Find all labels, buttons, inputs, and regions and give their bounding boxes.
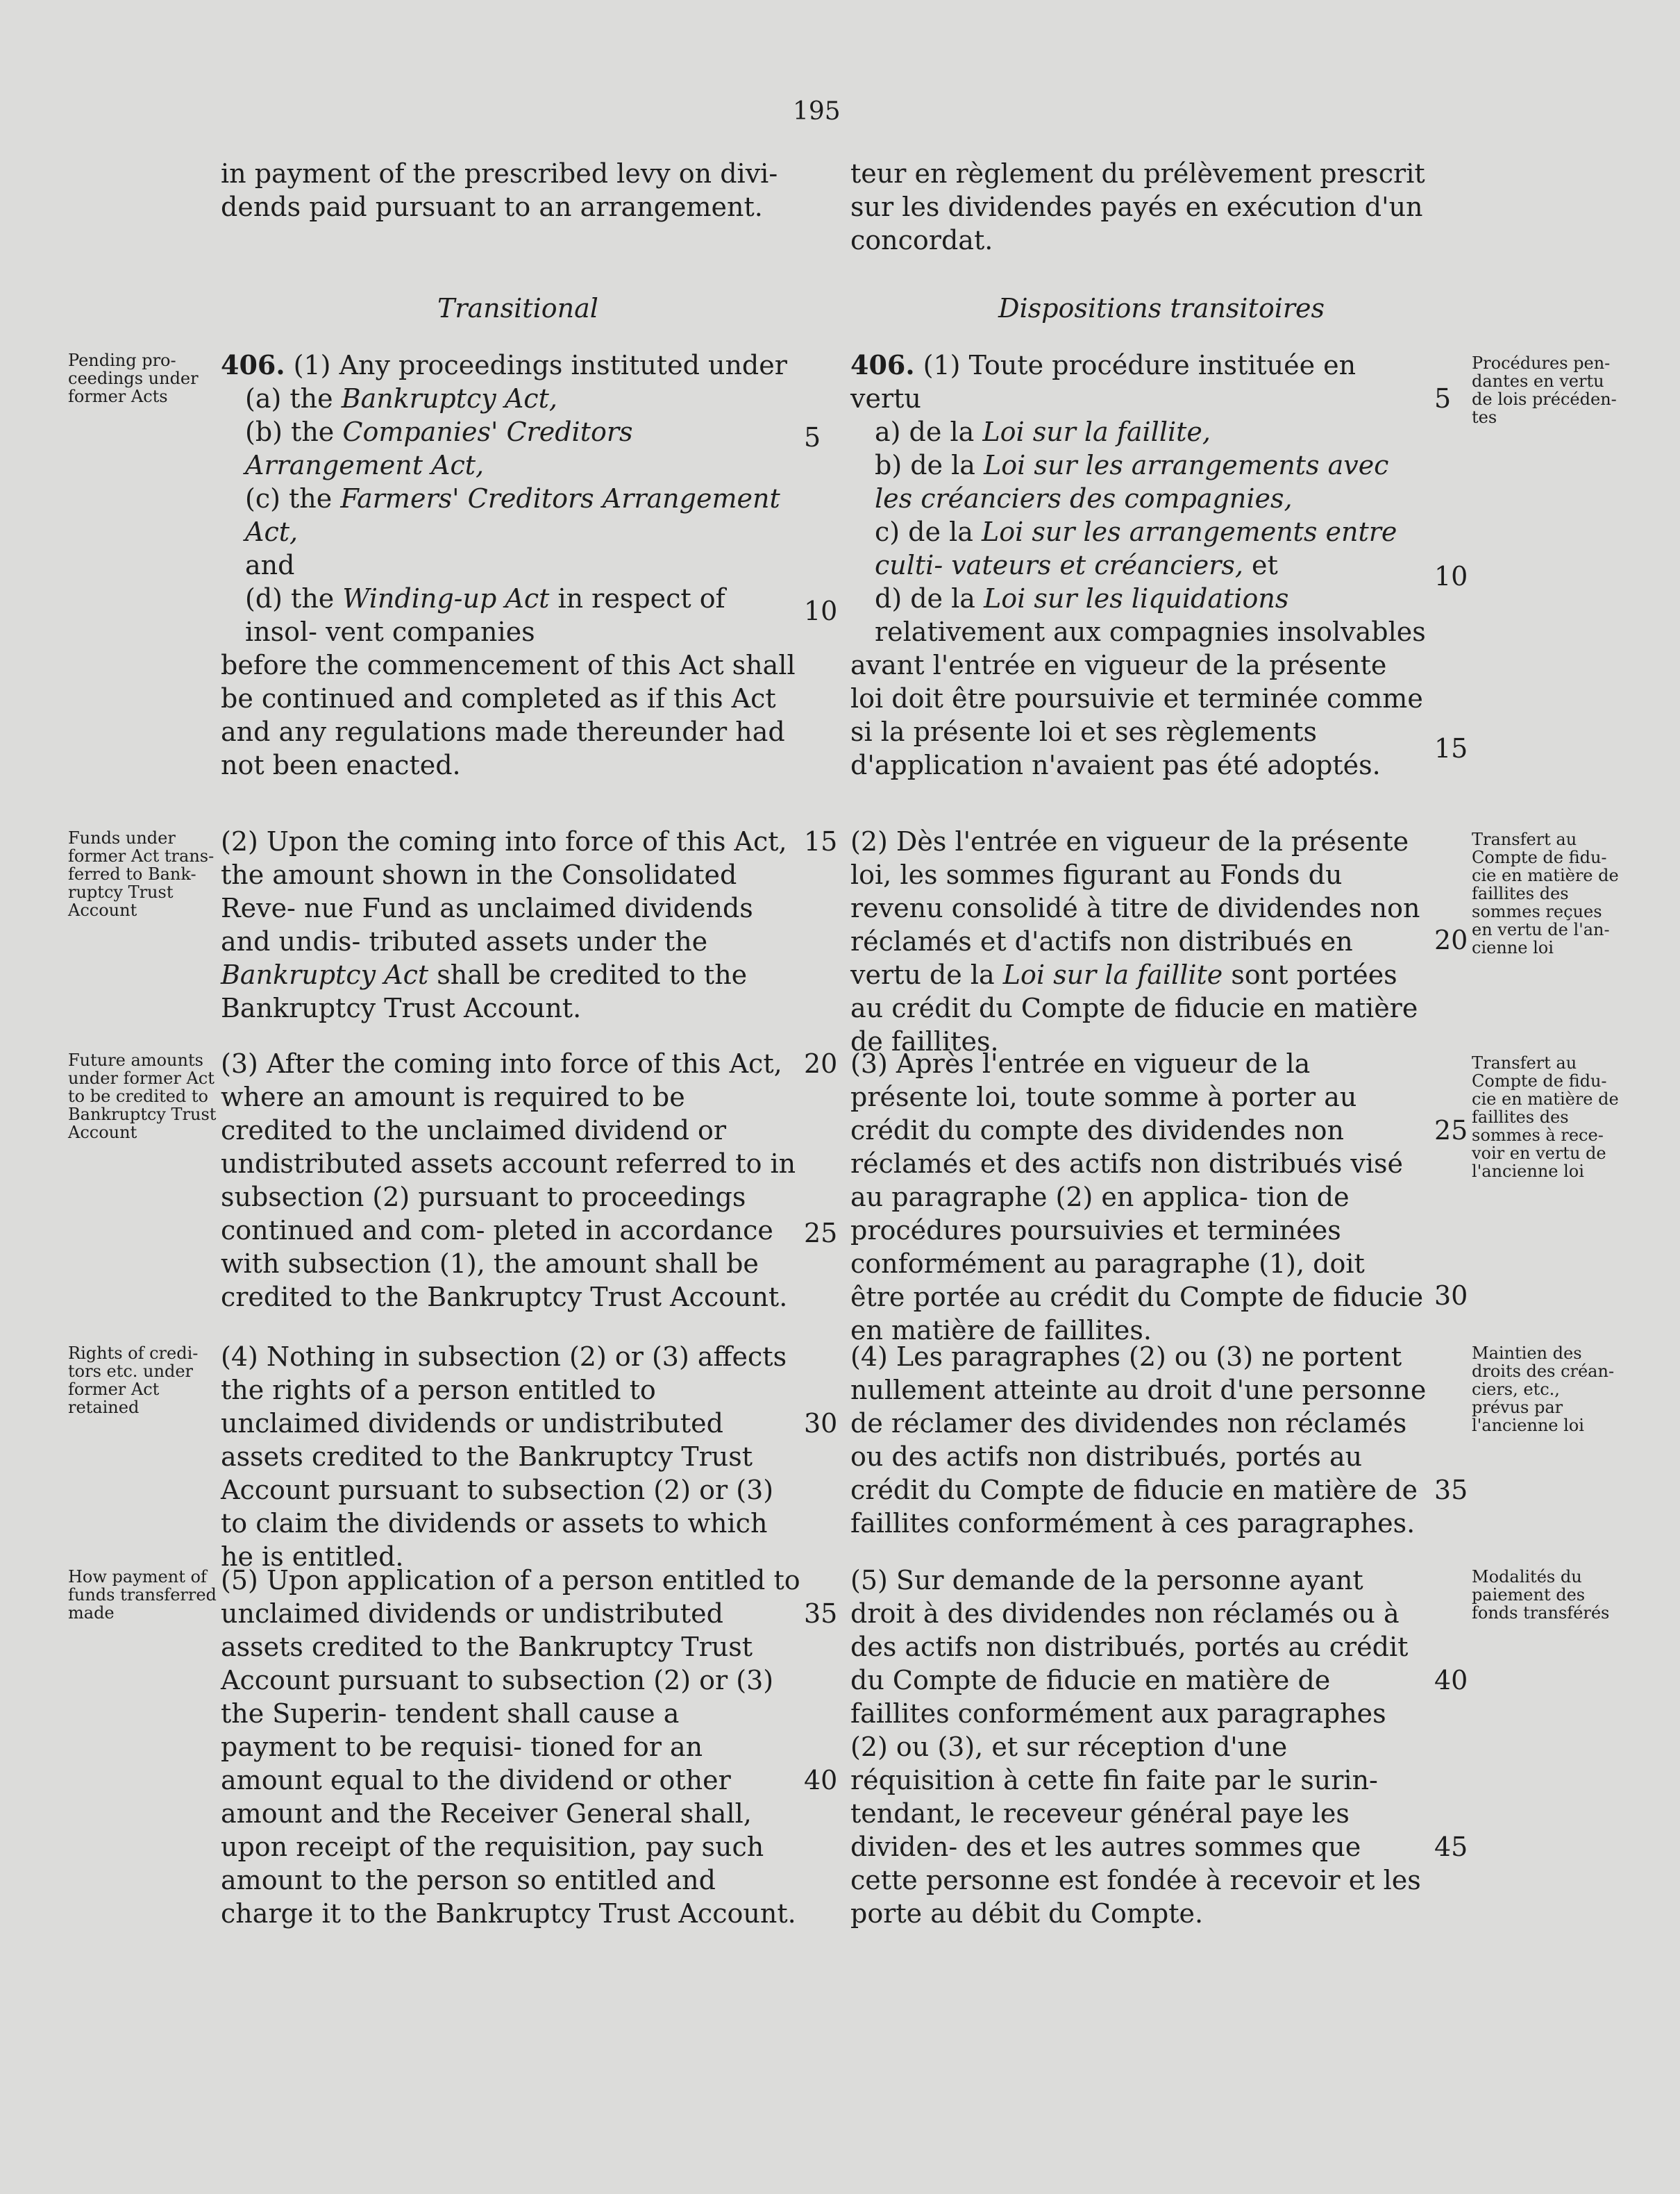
english-section-406-1 — [221, 349, 800, 782]
english-section-406-4: (4) Nothing in subsection (2) or (3) affects the rights of a person entitled to unclaimed dividends or undistributed assets credited to the Bankruptcy Trust Account pursuant to subsection (2) or (3) to claim the dividends or assets to which he is entitled. — [221, 1341, 787, 1572]
french-section-406-5: (5) Sur demande de la personne ayant droit à des dividendes non réclamés ou à des actifs non distribués, portés au crédit du Compte de fiducie en matière de faillites conformément aux paragraphes (2) ou (3), et sur réception d'une réquisition à cette fin faite par le surin- tendant, le receveur général paye les dividen- des et les autres sommes que cette personne est fondée à recevoir et les porte au débit du Compte. — [850, 1565, 1421, 1929]
en-406-2-text-end: shall be credited to the Bankruptcy Trust Account. — [221, 960, 748, 1023]
line-number: 25 — [1434, 1115, 1468, 1146]
heading-transitional: Transitional — [437, 293, 598, 324]
line-number: 40 — [804, 1765, 838, 1795]
line-number: 15 — [1434, 733, 1468, 764]
en-para-b-label: (b) the — [245, 417, 343, 447]
english-section-406-3: (3) After the coming into force of this Act, where an amount is required to be credited to the unclaimed dividend or undistributed assets account referred to in subsection (2) pursuant to proceedings continued and com- pleted in accordance with subsection (1), the amount shall be credited to the Bankruptcy Trust Account. — [221, 1048, 796, 1312]
fr-para-a — [850, 415, 1427, 449]
en-para-c-label: (c) the — [245, 483, 341, 514]
en-para-d-label: (d) the — [245, 583, 343, 614]
margin-note-maintien-droits: Maintien des droits des créan- ciers, etc., prévus par l'ancienne loi — [1472, 1343, 1615, 1435]
margin-note-modalites-paiement: Modalités du paiement des fonds transférés — [1472, 1567, 1610, 1623]
line-number: 40 — [1434, 1665, 1468, 1695]
en-para-c-and: and — [245, 550, 295, 580]
heading-dispositions-transitoires: Dispositions transitoires — [998, 293, 1325, 324]
en-para-d-rest: in respect of insol- vent companies — [245, 583, 725, 647]
line-number: 10 — [1434, 561, 1468, 592]
line-number: 45 — [1434, 1832, 1468, 1862]
en-para-b — [221, 415, 800, 482]
fr-para-b — [850, 449, 1427, 515]
fr-para-d — [850, 582, 1427, 648]
en-para-a-title: Bankruptcy Act, — [341, 383, 557, 414]
line-number: 10 — [804, 596, 838, 626]
fr-para-b-title: Loi sur les arrangements avec les créanciers des compagnies, — [875, 450, 1389, 514]
french-section-406-3: (3) Après l'entrée en vigueur de la présente loi, toute somme à porter au crédit du compte des dividendes non réclamés et des actifs non distribués visé au paragraphe (2) en applica- tion de procédures poursuivies et terminées conformément au paragraphe (1), doit être portée au crédit du Compte de fiducie en matière de faillites. — [850, 1048, 1424, 1346]
fr-para-c-title: Loi sur les arrangements entre culti- vateurs et créanciers, — [875, 517, 1397, 580]
fr-para-d-rest: relativement aux compagnies insolvables — [875, 617, 1426, 647]
en-406-2-text: (2) Upon the coming into force of this Act, the amount shown in the Consolidated Reve- nue Fund as unclaimed dividends and undis- tributed assets under the — [221, 826, 787, 957]
margin-note-rights-retained: Rights of credi- tors etc. under former Act retained — [68, 1343, 199, 1417]
fr-para-c-label: c) de la — [875, 517, 982, 547]
fr-406-2-text-end: sont portées au crédit du Compte de fiducie en matière de faillites. — [850, 960, 1418, 1057]
page-number: 195 — [793, 97, 841, 126]
section-number: 406. — [221, 349, 285, 380]
en-para-c — [221, 482, 800, 582]
line-number: 20 — [1434, 925, 1468, 955]
fr-406-1-intro-text: (1) Toute procédure instituée en vertu — [850, 350, 1356, 414]
fr-para-a-label: a) de la — [875, 417, 983, 447]
english-section-406-2 — [221, 825, 800, 1025]
french-section-406-4: (4) Les paragraphes (2) ou (3) ne portent nullement atteinte au droit d'une personne de réclamer des dividendes non réclamés ou des actifs non distribués, portés au crédit du Compte de fiducie en matière de faillites conformément à ces paragraphes. — [850, 1341, 1427, 1539]
line-number: 35 — [804, 1598, 838, 1629]
fr-para-a-title: Loi sur la faillite, — [982, 417, 1211, 447]
line-number: 35 — [1434, 1475, 1468, 1505]
en-406-1-intro — [221, 349, 800, 382]
line-number: 30 — [804, 1408, 838, 1439]
line-number: 30 — [1434, 1280, 1468, 1311]
margin-note-transfert-sommes-recues: Transfert au Compte de fidu- cie en matière de faillites des sommes reçues en vertu de l'an- cienne loi — [1472, 830, 1619, 957]
line-number: 25 — [804, 1218, 838, 1248]
line-number: 15 — [804, 826, 838, 857]
fr-para-d-title: Loi sur les liquidations — [984, 583, 1289, 614]
french-continuation: teur en règlement du prélèvement prescrit sur les dividendes payés en exécution d'un concordat. — [850, 158, 1425, 256]
en-para-d-title: Winding-up Act — [342, 583, 550, 614]
margin-note-transfert-sommes-a-recevoir: Transfert au Compte de fidu- cie en matière de faillites des sommes à rece- voir en vertu de l'ancienne loi — [1472, 1053, 1619, 1181]
line-number: 5 — [804, 422, 821, 453]
line-number: 5 — [1434, 383, 1452, 414]
fr-406-1-end: avant l'entrée en vigueur de la présente loi doit être poursuivie et terminée comme si la présente loi et ses règlements d'application n'avaient pas été adoptés. — [850, 650, 1423, 780]
en-para-b-title: Companies' Creditors Arrangement Act, — [245, 417, 633, 480]
margin-note-funds-transferred: Funds under former Act trans- ferred to Bank- ruptcy Trust Account — [68, 828, 215, 920]
en-para-a — [221, 382, 800, 415]
line-number: 20 — [804, 1048, 838, 1079]
en-406-2-title: Bankruptcy Act — [221, 960, 429, 990]
english-section-406-5: (5) Upon application of a person entitled to unclaimed dividends or undistributed assets credited to the Bankruptcy Trust Account pursuant to subsection (2) or (3) the Superin- tendent shall cause a payment to be requisi- tioned for an amount equal to the dividend or other amount and the Receiver General shall, upon receipt of the requisition, pay such amount to the person so entitled and charge it to the Bankruptcy Trust Account. — [221, 1565, 800, 1929]
en-para-a-label: (a) the — [245, 383, 342, 414]
fr-406-2-title: Loi sur la faillite — [1002, 960, 1223, 990]
french-section-406-2 — [850, 825, 1427, 1058]
en-para-c-title: Farmers' Creditors Arrangement Act, — [245, 483, 780, 547]
fr-para-b-label: b) de la — [875, 450, 984, 480]
fr-para-c-rest: et — [1243, 550, 1278, 580]
section-number: 406. — [850, 349, 915, 380]
margin-note-procedures-pendantes: Procédures pen- dantes en vertu de lois précéden- tes — [1472, 353, 1617, 427]
fr-406-2-text: (2) Dès l'entrée en vigueur de la présente loi, les sommes figurant au Fonds du revenu consolidé à titre de dividendes non réclamés et d'actifs non distribués en vertu de la — [850, 826, 1420, 990]
fr-406-1-intro — [850, 349, 1427, 415]
english-continuation: in payment of the prescribed levy on divi- dends paid pursuant to an arrangement. — [221, 158, 778, 222]
fr-para-d-label: d) de la — [875, 583, 984, 614]
en-para-d — [221, 582, 800, 648]
fr-para-c — [850, 515, 1427, 582]
margin-note-future-amounts: Future amounts under former Act to be credited to Bankruptcy Trust Account — [68, 1050, 217, 1142]
margin-note-pending-proceedings: Pending pro- ceedings under former Acts — [68, 351, 199, 406]
margin-note-how-payment: How payment of funds transferred made — [68, 1567, 217, 1623]
en-406-1-end: before the commencement of this Act shall be continued and completed as if this Act and any regulations made thereunder had not been enacted. — [221, 650, 796, 780]
french-section-406-1 — [850, 349, 1427, 782]
en-406-1-intro-text: (1) Any proceedings instituted under — [293, 350, 787, 380]
